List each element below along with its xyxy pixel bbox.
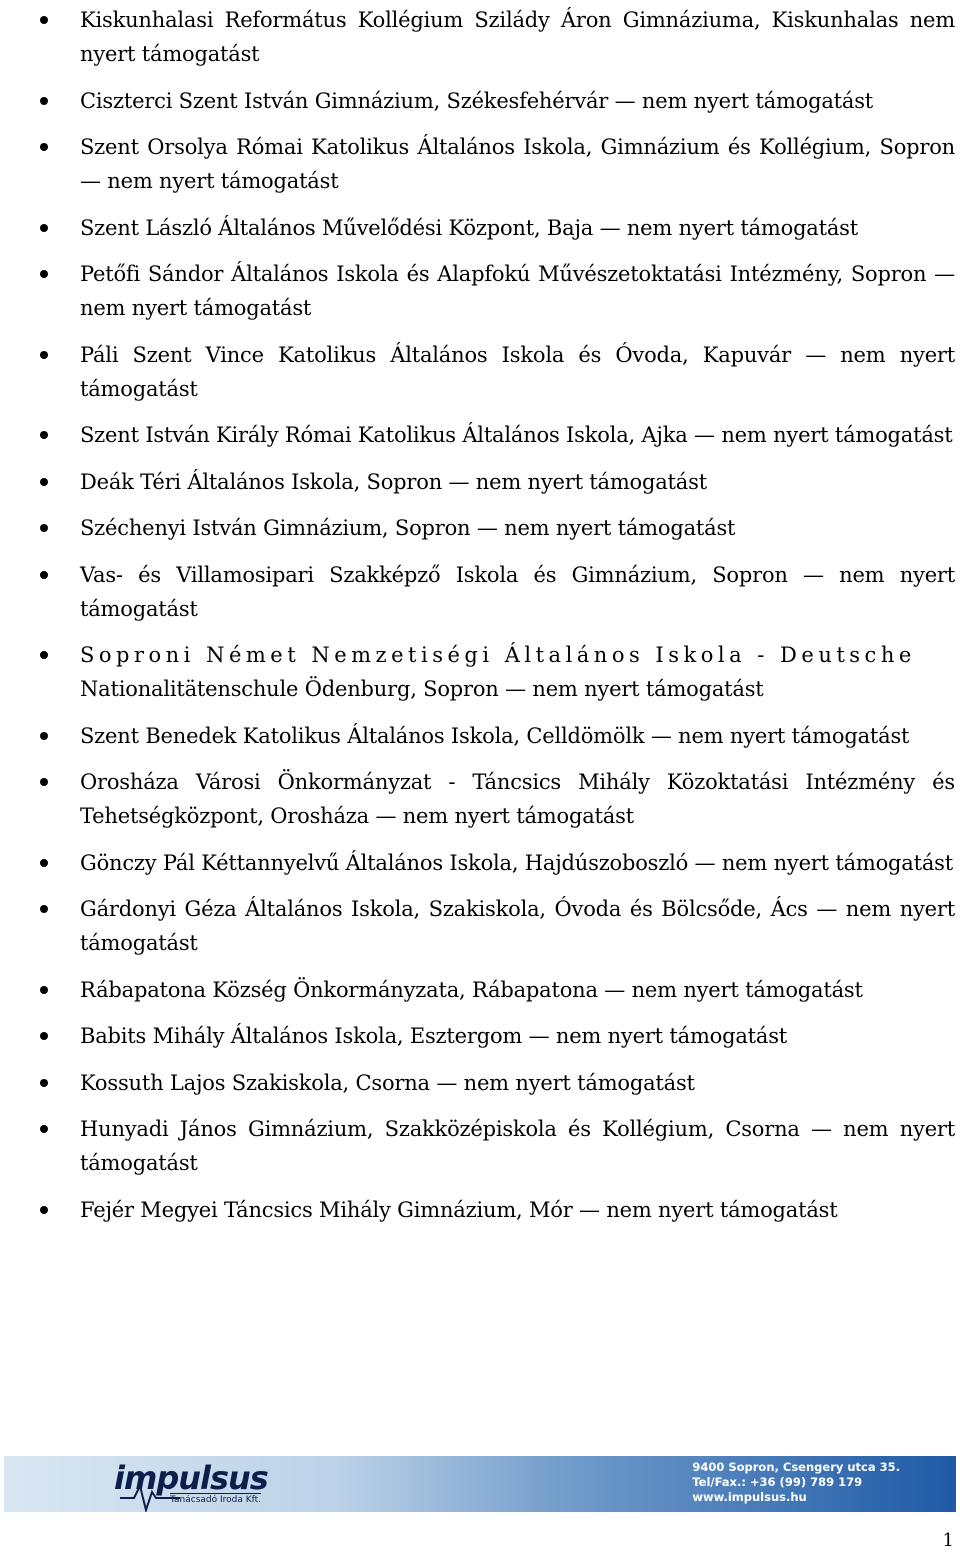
- bullet-icon: [40, 224, 48, 232]
- list-item-text: Gönczy Pál Kéttannyelvű Általános Iskola, Hajdúszoboszló — nem nyert támogatást: [80, 850, 953, 875]
- list-item: [40, 765, 955, 833]
- list-item: [40, 130, 955, 198]
- list-item-text: Szent László Általános Művelődési Központ, Baja — nem nyert támogatást: [80, 215, 859, 240]
- bullet-icon: [40, 905, 48, 913]
- page-number: 1: [942, 1530, 954, 1551]
- list-item: [40, 1019, 955, 1053]
- list-item-text: Szent István Király Római Katolikus Általános Iskola, Ajka — nem nyert támogatást: [80, 423, 953, 447]
- list-item: [40, 846, 955, 880]
- bullet-icon: [40, 1125, 48, 1133]
- bullet-icon: [40, 1032, 48, 1040]
- list-item: [40, 1193, 955, 1227]
- list-item: [40, 558, 955, 626]
- bullet-icon: [40, 986, 48, 994]
- list-item: [40, 638, 955, 706]
- footer-banner: [4, 1456, 956, 1512]
- bullet-icon: [40, 651, 48, 659]
- address-text: 9400 Sopron, Csengery utca 35.: [692, 1460, 900, 1474]
- list-item-text: Hunyadi János Gimnázium, Szakközépiskola és Kollégium, Csorna — nem nyert támogatást: [80, 1117, 955, 1175]
- list-item-text-tail: Nationalitätenschule Ödenburg, Sopron — nem nyert támogatást: [80, 677, 764, 701]
- list-item-text-lead: Soproni Német Nemzetiségi Általános Iskola - Deutsche: [80, 643, 916, 667]
- school-list: [40, 3, 955, 1239]
- bullet-icon: [40, 524, 48, 532]
- bullet-icon: [40, 778, 48, 786]
- bullet-icon: [40, 431, 48, 439]
- impulsus-logo: [114, 1460, 274, 1508]
- list-item-text: Orosháza Városi Önkormányzat - Táncsics Mihály Közoktatási Intézmény és Tehetségközpont, Orosháza — nem nyert támogatást: [80, 770, 955, 828]
- bullet-icon: [40, 351, 48, 359]
- list-item: [40, 338, 955, 406]
- list-item-text: Petőfi Sándor Általános Iskola és Alapfokú Művészetoktatási Intézmény, Sopron — nem nyert támogatást: [80, 262, 955, 320]
- bullet-icon: [40, 859, 48, 867]
- phone-text: Tel/Fax.: +36 (99) 789 179: [692, 1475, 863, 1489]
- bullet-icon: [40, 1079, 48, 1087]
- list-item: [40, 719, 955, 753]
- list-item: [40, 1066, 955, 1100]
- list-item-text: Fejér Megyei Táncsics Mihály Gimnázium, Mór — nem nyert támogatást: [80, 1197, 838, 1222]
- list-item-text: Vas- és Villamosipari Szakképző Iskola és Gimnázium, Sopron — nem nyert támogatást: [80, 562, 955, 621]
- list-item-text: Rábapatona Község Önkormányzata, Rábapatona — nem nyert támogatást: [80, 977, 863, 1002]
- list-item: [40, 973, 955, 1007]
- logo-subtitle: Tanácsadó Iroda Kft.: [170, 1495, 262, 1505]
- list-item-text: Kossuth Lajos Szakiskola, Csorna — nem nyert támogatást: [80, 1070, 695, 1095]
- bullet-icon: [40, 143, 48, 151]
- list-item: [40, 511, 955, 545]
- list-item-text: Babits Mihály Általános Iskola, Esztergom — nem nyert támogatást: [80, 1024, 788, 1048]
- list-item-text: Széchenyi István Gimnázium, Sopron — nem nyert támogatást: [80, 516, 736, 540]
- list-item-text: Páli Szent Vince Katolikus Általános Iskola és Óvoda, Kapuvár — nem nyert támogatást: [80, 342, 955, 401]
- bullet-icon: [40, 732, 48, 740]
- list-item-text: Szent Benedek Katolikus Általános Iskola, Celldömölk — nem nyert támogatást: [80, 723, 910, 748]
- list-item: [40, 211, 955, 245]
- list-item: [40, 465, 955, 499]
- list-item: [40, 3, 955, 71]
- bullet-icon: [40, 1206, 48, 1214]
- list-item-text: Szent Orsolya Római Katolikus Általános Iskola, Gimnázium és Kollégium, Sopron — nem nyert támogatást: [80, 135, 955, 193]
- list-item: [40, 1112, 955, 1180]
- list-item: [40, 257, 955, 325]
- bullet-icon: [40, 97, 48, 105]
- bullet-icon: [40, 478, 48, 486]
- contact-info: [692, 1460, 900, 1505]
- list-item-text: Ciszterci Szent István Gimnázium, Székesfehérvár — nem nyert támogatást: [80, 88, 874, 113]
- list-item: [40, 84, 955, 118]
- bullet-icon: [40, 571, 48, 579]
- list-item: [40, 418, 955, 452]
- list-item-text: Kiskunhalasi Református Kollégium Szilády Áron Gimnáziuma, Kiskunhalas nem nyert támogatást: [80, 8, 955, 66]
- website-link[interactable]: www.impulsus.hu: [692, 1490, 807, 1504]
- bullet-icon: [40, 270, 48, 278]
- bullet-icon: [40, 16, 48, 24]
- list-item-text: Gárdonyi Géza Általános Iskola, Szakiskola, Óvoda és Bölcsőde, Ács — nem nyert támogatást: [80, 897, 955, 955]
- list-item: [40, 892, 955, 960]
- logo-text: impulsus: [114, 1459, 268, 1497]
- list-item-text: Deák Téri Általános Iskola, Sopron — nem nyert támogatást: [80, 469, 707, 494]
